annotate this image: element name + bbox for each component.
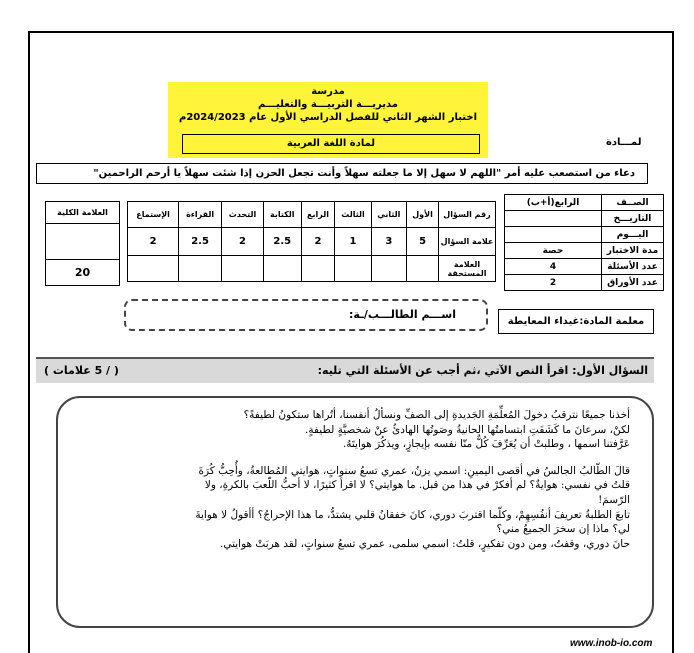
pages-value: 2 <box>505 275 602 291</box>
total-label: العلامة الكلية <box>46 202 120 224</box>
reading-passage <box>56 396 654 628</box>
earned-cell <box>222 256 264 282</box>
column-header: القراءة <box>179 202 222 228</box>
passage-line: تابعَ الطلبةُ تعريفَ أنفُسِهِمْ، وكلّما اقتربَ دوري، كانَ خفقانُ قلبي يشتدُّ، ما هذا الإحراجُ؟ أأقولُ لا هوايةَ <box>195 508 630 521</box>
grade-label: الصــف <box>602 195 664 211</box>
row-header-label: رقم السؤال <box>439 202 496 228</box>
passage-line: لكنْ، سرعانَ ما كَشَفَتِ ابتسامتُها الحانيةُ وصَوتُها الهادئُ عنْ شخصيَّةٍ لطيفةٍ. <box>305 423 630 436</box>
column-header: الرابع <box>301 202 335 228</box>
passage-line: حانَ دوري، وقفتُ، ومن دون تفكيرٍ، قلتُ: اسمي سلمى، عمري تسعُ سنواتٍ، لقد هربَتْ هوايتي. <box>220 537 630 550</box>
earned-cell <box>301 256 335 282</box>
mark-cell: 5 <box>407 228 439 256</box>
directorate-name: مديريـــة التربيـــة والتعليـــم <box>257 99 398 110</box>
passage-paragraph <box>66 408 630 452</box>
school-name: مدرسة <box>311 86 345 97</box>
question-bar <box>36 357 654 383</box>
mark-cell: 2 <box>222 228 264 256</box>
earned-cell <box>371 256 407 282</box>
passage-line: عَرَّفتنا اسمها ، وطلبتْ أن يُعَرِّفَ كُلٌّ منّا نفسه بإيجازٍ، ويذكُرَ هوايتَهُ. <box>342 438 630 451</box>
passage-paragraph <box>66 464 630 552</box>
teacher-name: معلمة المادة:غيداء المعايطة <box>498 309 654 334</box>
pages-label: عدد الأوراق <box>602 275 664 291</box>
grade-value: الرابع(أ+ب) <box>505 195 602 211</box>
total-value: 20 <box>46 260 120 286</box>
mark-cell: 1 <box>335 228 371 256</box>
passage-line: قلتُ في نفسي: هوايةٌ؟ لم أفكرْ في هذا من قبل. ما هوايتي؟ لا اقرأ كثيرًا، لا أحبُّ اللّعبَ بالكرةِ، ولا <box>204 479 630 492</box>
grades-table <box>127 201 496 282</box>
date-value <box>505 211 602 227</box>
earned-cell <box>335 256 371 282</box>
total-table <box>45 201 120 286</box>
exam-info-table <box>504 194 664 291</box>
questions-label: عدد الأسئلة <box>602 259 664 275</box>
day-label: اليـــوم <box>602 227 664 243</box>
question-marks: ( / 5 علامات ) <box>44 364 119 377</box>
mark-cell: 2 <box>128 228 179 256</box>
earned-cell <box>128 256 179 282</box>
column-header: الأول <box>407 202 439 228</box>
watermark: www.inob-io.com <box>570 638 653 649</box>
question-title: السؤال الأول: اقرأ النص الآتي ،ثم أجب عن الأسئلة التي تليه: <box>317 364 648 377</box>
date-label: التاريـــخ <box>602 211 664 227</box>
column-header: الإستماع <box>128 202 179 228</box>
day-value <box>505 227 602 243</box>
duration-label: مدة الاختبار <box>602 243 664 259</box>
duration-value: حصة <box>505 243 602 259</box>
exam-title: اختبار الشهر الثاني للفصل الدراسي الأول عام 2024/2023م <box>178 112 477 123</box>
subject-title: لمادة اللغة العربية <box>182 134 480 154</box>
prayer-line: دعاء من استصعب عليه أمر "اللهم لا سهل إلا ما جعلته سهلاً وأنت تجعل الحزن إذا شئت سهلاً يا أرحم الراحمين" <box>36 163 648 184</box>
passage-line: الرّسمَ! <box>598 493 630 506</box>
passage-line: لي؟ ماذا إن سخرَ الجميعُ مني؟ <box>496 523 630 536</box>
column-header: الثالث <box>335 202 371 228</box>
earned-cell <box>407 256 439 282</box>
mark-cell: 2 <box>301 228 335 256</box>
row-earned-label: العلامة المستحقة <box>439 256 496 282</box>
column-header: الثاني <box>371 202 407 228</box>
earned-cell <box>263 256 301 282</box>
row-marks-label: علامة السؤال <box>439 228 496 256</box>
questions-value: 4 <box>505 259 602 275</box>
student-name-field[interactable]: اســـم الطالـــب/ـة: <box>124 299 488 331</box>
column-header: الكتابة <box>263 202 301 228</box>
mark-cell: 2.5 <box>263 228 301 256</box>
earned-cell <box>179 256 222 282</box>
mark-cell: 3 <box>371 228 407 256</box>
mark-cell: 2.5 <box>179 228 222 256</box>
passage-line: قالَ الطّالبُ الجالسُ في أقصى اليمينِ: اسمي يزنُ، عمري تسعُ سنواتٍ، هوايتي المُطالعةُ، وأُحِبُّ كُرَةَ <box>198 464 630 477</box>
total-earned-cell <box>46 224 120 260</box>
column-header: التحدث <box>222 202 264 228</box>
passage-line: أخذنا جميعًا نترقبُ دخولَ المُعلِّمَةِ الجَديدةِ إلى الصفِّ ونسألُ أنفسنا، أتُراها ستكونُ لطيفةً؟ <box>243 409 630 421</box>
subject-label: لمـــادة <box>606 137 642 148</box>
